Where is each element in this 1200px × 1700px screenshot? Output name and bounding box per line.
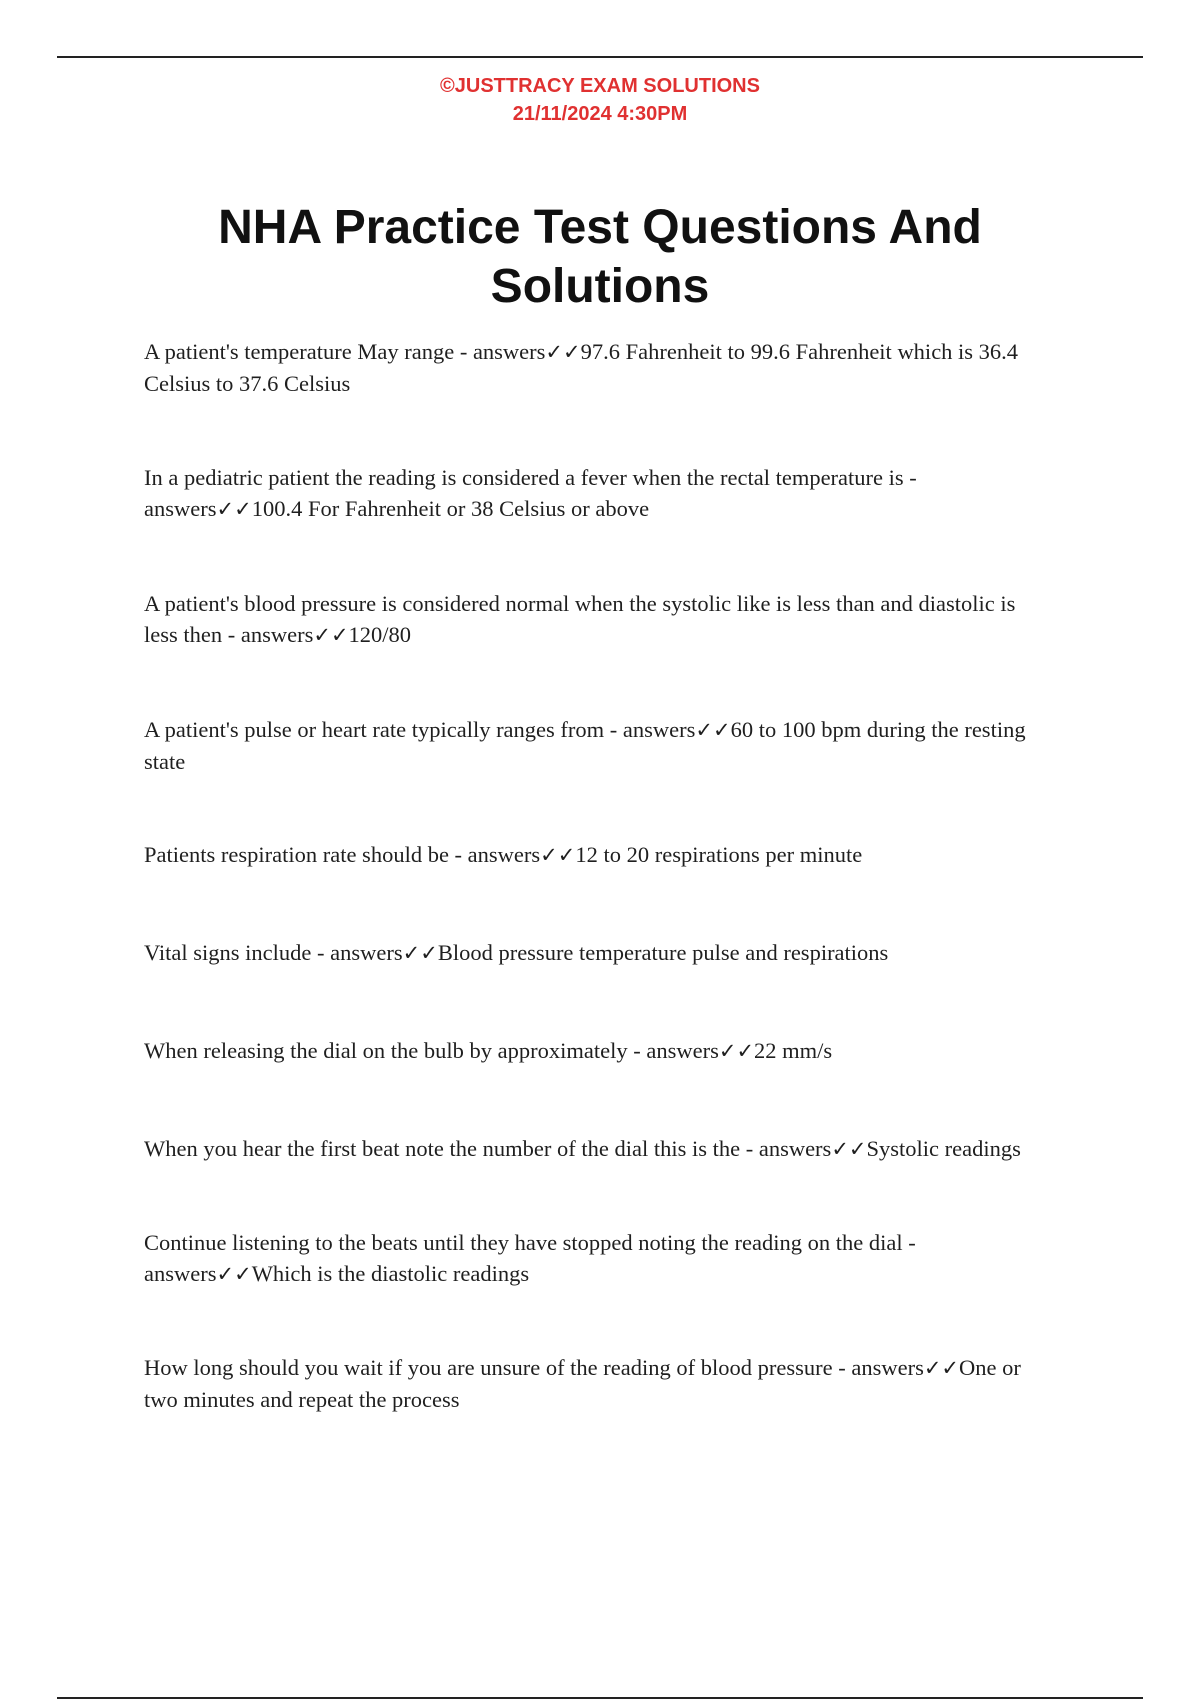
answer-text: 100.4 For Fahrenheit or 38 Celsius or above [251,496,650,521]
qa-item [144,1227,1044,1290]
bottom-rule [57,1697,1143,1699]
qa-item [144,588,1044,651]
qa-item [144,462,1044,525]
answer-text: 97.6 Fahrenheit to 99.6 Fahrenheit which is 36.4 Celsius to 37.6 Celsius [144,339,1019,396]
question-text: When you hear the first beat note the number of the dial this is the - [144,1136,759,1161]
answer-marker: answers [330,940,403,965]
check-icon: ✓✓ [923,1356,960,1380]
question-text: A patient's blood pressure is considered normal when the systolic like is less than and diastolic is less then - [144,591,1016,647]
answer-marker: answers [467,842,541,867]
question-text: A patient's pulse or heart rate typically ranges from - [144,717,623,742]
answer-text: 60 to 100 bpm during the resting state [144,717,1026,774]
answer-text: 12 to 20 respirations per minute [575,842,863,867]
answer-text: Blood pressure temperature pulse and respirations [437,940,889,965]
answer-text: Systolic readings [866,1136,1021,1161]
question-text: When releasing the dial on the bulb by approximately - [144,1038,647,1063]
check-icon: ✓✓ [216,497,252,521]
check-icon: ✓✓ [831,1137,867,1161]
check-icon: ✓✓ [545,340,581,364]
question-text: A patient's temperature May range - [144,339,473,364]
answer-marker: answers [240,622,314,647]
answer-marker: answers [646,1038,719,1063]
qa-item [144,1133,1044,1165]
answer-marker: answers [622,717,696,742]
answer-text: 22 mm/s [754,1038,833,1063]
question-text: Patients respiration rate should be - [144,842,468,867]
check-icon: ✓✓ [540,843,576,867]
question-text: In a pediatric patient the reading is considered a fever when the rectal temperature is - [144,465,917,490]
check-icon: ✓✓ [402,941,438,965]
check-icon: ✓✓ [216,1262,252,1286]
qa-item [144,937,1044,969]
header-timestamp: 21/11/2024 4:30PM [512,103,688,125]
qa-item [144,714,1044,777]
answer-text: One or two minutes and repeat the process [144,1355,1021,1412]
question-text: Vital signs include - [144,940,331,965]
question-text: How long should you wait if you are unsure of the reading of blood pressure - [144,1355,852,1380]
answer-marker: answers [472,339,546,364]
check-icon: ✓✓ [695,718,731,742]
qa-list [144,336,1044,1415]
qa-item [144,1352,1044,1415]
answer-text: Which is the diastolic readings [251,1261,530,1286]
check-icon: ✓✓ [718,1039,755,1063]
answer-text: 120/80 [348,622,412,647]
answer-marker: answers [144,1261,217,1286]
check-icon: ✓✓ [313,623,349,647]
page-header [0,72,1200,128]
answer-marker: answers [758,1136,832,1161]
watermark-title: ©JUSTTRACY EXAM SOLUTIONS [440,75,760,97]
question-text: Continue listening to the beats until they have stopped noting the reading on the dial - [144,1230,916,1255]
page-title: NHA Practice Test Questions And Solutions [218,201,982,314]
top-rule [57,56,1143,58]
qa-item [144,336,1044,399]
qa-item [144,839,1044,871]
answer-marker: answers [851,1355,924,1380]
answer-marker: answers [144,496,217,521]
qa-item [144,1035,1044,1067]
